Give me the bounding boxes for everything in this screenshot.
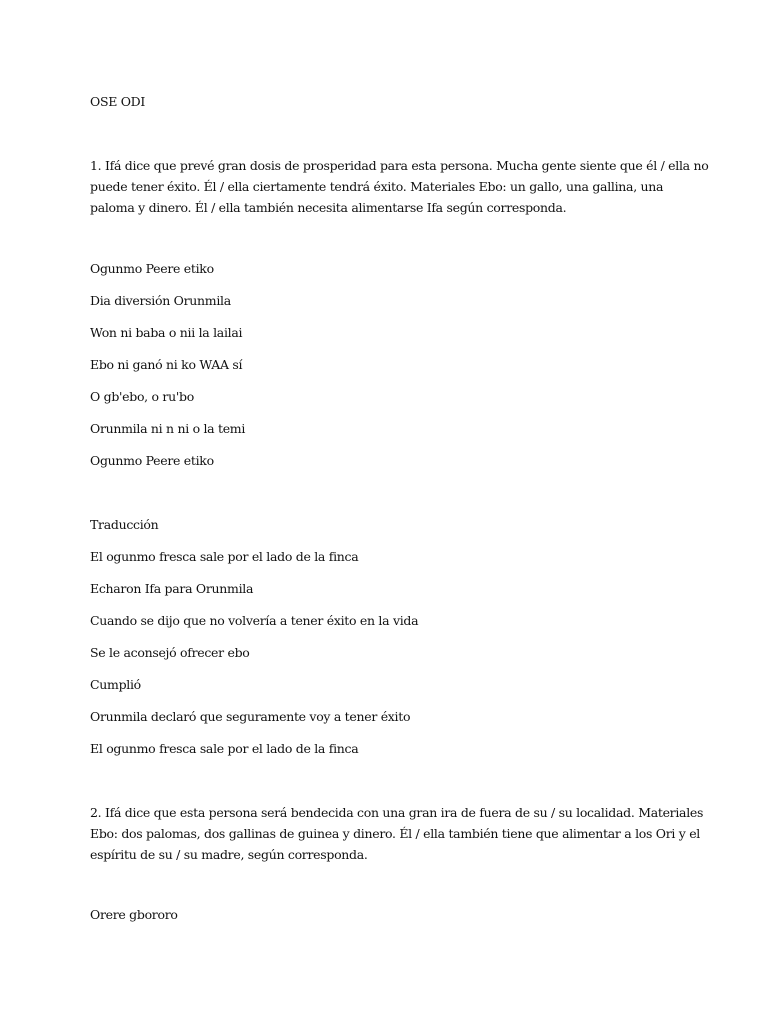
translation-line: Orunmila declaró que seguramente voy a tener éxito: [90, 709, 411, 724]
section1-verse-line: Dia diversión Orunmila: [90, 293, 231, 308]
section1-verse-line: Ogunmo Peere etiko: [90, 261, 214, 276]
translation-heading: Traducción: [90, 517, 159, 532]
translation-line: Echaron Ifa para Orunmila: [90, 581, 254, 596]
section1-verse-line: Orunmila ni n ni o la temi: [90, 421, 246, 436]
translation-line: Cumplió: [90, 677, 141, 692]
translation-line: El ogunmo fresca sale por el lado de la finca: [90, 549, 359, 564]
section1-verse-line: O gb'ebo, o ru'bo: [90, 389, 194, 404]
section1-verse-line: Ogunmo Peere etiko: [90, 453, 214, 468]
section2-verse-line: Orere gbororo: [90, 907, 178, 922]
translation-line: Cuando se dijo que no volvería a tener éxito en la vida: [90, 613, 419, 628]
section1-paragraph: 1. Ifá dice que prevé gran dosis de prosperidad para esta persona. Mucha gente siente que él / ella no puede tener éxito. Él / ella ciertamente tendrá éxito. Materiales Ebo: un gallo, una gallina, una paloma y dinero. Él / ella también necesita alimentarse Ifa según corresponda.: [90, 158, 709, 215]
section2-paragraph: 2. Ifá dice que esta persona será bendecida con una gran ira de fuera de su / su localidad. Materiales Ebo: dos palomas, dos gallinas de guinea y dinero. Él / ella también tiene que alimentar a los Ori y el espíritu de su / su madre, según corresponda.: [90, 805, 704, 862]
translation-line: El ogunmo fresca sale por el lado de la finca: [90, 741, 359, 756]
translation-line: Se le aconsejó ofrecer ebo: [90, 645, 250, 660]
document-title: OSE ODI: [90, 94, 146, 109]
section1-verse-line: Ebo ni ganó ni ko WAA sí: [90, 357, 243, 372]
section1-verse-line: Won ni baba o nii la lailai: [90, 325, 243, 340]
